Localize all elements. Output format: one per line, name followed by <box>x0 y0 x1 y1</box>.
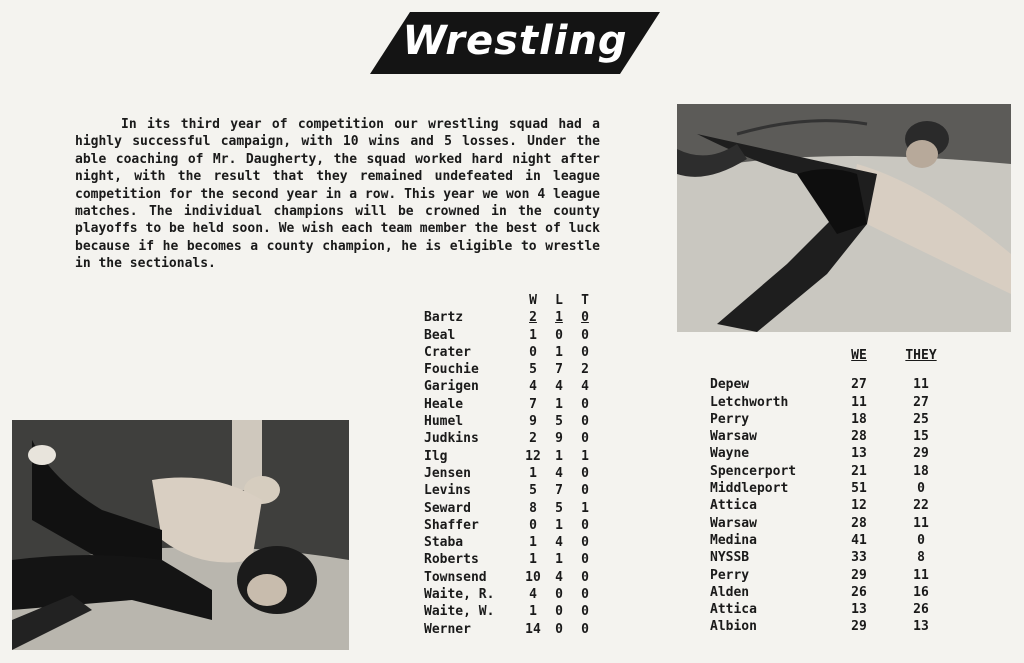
opponent: Wayne <box>710 446 750 462</box>
opponent: Warsaw <box>710 429 757 445</box>
roster-row <box>424 413 598 430</box>
roster-row <box>424 361 598 378</box>
wrestler-name: Heale <box>424 396 464 412</box>
roster-row <box>424 430 598 447</box>
our-score: 18 <box>851 411 867 427</box>
losses: 9 <box>555 431 563 447</box>
wins: 1 <box>529 604 537 620</box>
their-score: 13 <box>913 619 929 635</box>
wrestler-name: Crater <box>424 344 471 360</box>
our-score: 12 <box>851 498 867 514</box>
intro-paragraph: In its third year of competition our wrestling squad had a highly successful campaign, with 10 wins and 5 losses. Under the able coaching of Mr. Daugherty, the squad worked hard night after night, with the result that they remained undefeated in league competition for the second year in a row. This year we won 4 league matches. The individual champions will be crowned in the county playoffs to be held soon. We wish each team member the best of luck because if he becomes a county champion, he is eligible to wrestle in the sectionals. <box>75 117 600 272</box>
roster-row <box>424 344 598 361</box>
losses: 5 <box>555 500 563 516</box>
wrestler-name: Garigen <box>424 379 479 395</box>
ties: 0 <box>581 621 589 637</box>
ties: 4 <box>581 379 589 395</box>
wrestler-name: Waite, W. <box>424 604 495 620</box>
wrestling-photo-bottom <box>12 420 349 650</box>
roster-row <box>424 378 598 395</box>
roster-row <box>424 396 598 413</box>
wins: 1 <box>529 327 537 343</box>
opponent: Spencerport <box>710 463 797 479</box>
ties: 0 <box>581 465 589 481</box>
result-row <box>710 601 952 618</box>
their-score: 22 <box>913 498 929 514</box>
their-score: 11 <box>913 567 929 583</box>
wrestler-name: Roberts <box>424 552 479 568</box>
wins: 1 <box>529 552 537 568</box>
opponent: NYSSB <box>710 550 750 566</box>
result-row <box>710 411 952 428</box>
wrestler-name: Jensen <box>424 465 471 481</box>
ties: 0 <box>581 535 589 551</box>
opponent: Attica <box>710 602 757 618</box>
roster-header-w: W <box>529 293 537 308</box>
losses: 4 <box>555 379 563 395</box>
wrestler-name: Bartz <box>424 310 464 326</box>
losses: 0 <box>555 621 563 637</box>
wrestling-photo-top <box>677 104 1011 332</box>
roster-row <box>424 603 598 620</box>
results-header-they: THEY <box>905 348 937 363</box>
result-row <box>710 428 952 445</box>
title-banner <box>370 12 660 74</box>
losses: 7 <box>555 483 563 499</box>
losses: 1 <box>555 344 563 360</box>
our-score: 21 <box>851 463 867 479</box>
roster-row <box>424 482 598 499</box>
losses: 1 <box>555 552 563 568</box>
losses: 1 <box>555 448 563 464</box>
roster-row <box>424 586 598 603</box>
roster-table <box>424 292 598 638</box>
ties: 0 <box>581 344 589 360</box>
ties: 1 <box>581 500 589 516</box>
roster-header-name <box>424 292 520 309</box>
their-score: 25 <box>913 411 929 427</box>
wins: 12 <box>525 448 541 464</box>
result-row <box>710 394 952 411</box>
roster-row <box>424 309 598 326</box>
wins: 1 <box>529 465 537 481</box>
their-score: 0 <box>917 532 925 548</box>
our-score: 29 <box>851 567 867 583</box>
their-score: 0 <box>917 481 925 497</box>
our-score: 26 <box>851 584 867 600</box>
wrestler-name: Waite, R. <box>424 587 495 603</box>
wins: 8 <box>529 500 537 516</box>
wins: 1 <box>529 535 537 551</box>
ties: 0 <box>581 483 589 499</box>
result-row <box>710 480 952 497</box>
ties: 0 <box>581 587 589 603</box>
our-score: 29 <box>851 619 867 635</box>
our-score: 27 <box>851 377 867 393</box>
wins: 14 <box>525 621 541 637</box>
roster-header-l: L <box>555 293 563 308</box>
our-score: 33 <box>851 550 867 566</box>
opponent: Perry <box>710 567 750 583</box>
wrestler-name: Werner <box>424 621 471 637</box>
ties: 0 <box>581 396 589 412</box>
wins: 4 <box>529 587 537 603</box>
ties: 0 <box>581 414 589 430</box>
opponent: Depew <box>710 377 750 393</box>
result-row <box>710 497 952 514</box>
result-row <box>710 584 952 601</box>
result-row <box>710 515 952 532</box>
ties: 0 <box>581 552 589 568</box>
roster-header-row <box>424 292 598 309</box>
our-score: 13 <box>851 446 867 462</box>
results-table <box>710 347 952 636</box>
wrestler-name: Beal <box>424 327 456 343</box>
wins: 0 <box>529 344 537 360</box>
opponent: Attica <box>710 498 757 514</box>
ties: 0 <box>581 569 589 585</box>
our-score: 51 <box>851 481 867 497</box>
opponent: Alden <box>710 584 750 600</box>
losses: 7 <box>555 362 563 378</box>
losses: 1 <box>555 396 563 412</box>
losses: 1 <box>555 517 563 533</box>
result-row <box>710 532 952 549</box>
result-row <box>710 567 952 584</box>
losses: 1 <box>555 310 563 326</box>
their-score: 16 <box>913 584 929 600</box>
result-row <box>710 549 952 566</box>
roster-header-t: T <box>581 293 589 308</box>
losses: 0 <box>555 604 563 620</box>
wrestler-name: Shaffer <box>424 517 479 533</box>
ties: 0 <box>581 431 589 447</box>
wins: 2 <box>529 431 537 447</box>
wins: 2 <box>529 310 537 326</box>
result-row <box>710 618 952 635</box>
roster-row <box>424 621 598 638</box>
wins: 5 <box>529 483 537 499</box>
roster-row <box>424 534 598 551</box>
their-score: 29 <box>913 446 929 462</box>
result-row <box>710 376 952 393</box>
losses: 5 <box>555 414 563 430</box>
their-score: 8 <box>917 550 925 566</box>
wins: 10 <box>525 569 541 585</box>
ties: 1 <box>581 448 589 464</box>
their-score: 18 <box>913 463 929 479</box>
our-score: 28 <box>851 429 867 445</box>
wins: 4 <box>529 379 537 395</box>
our-score: 11 <box>851 394 867 410</box>
wins: 7 <box>529 396 537 412</box>
results-header-row <box>710 347 952 376</box>
wins: 5 <box>529 362 537 378</box>
their-score: 15 <box>913 429 929 445</box>
results-header-opponent <box>710 347 828 376</box>
losses: 0 <box>555 327 563 343</box>
opponent: Letchworth <box>710 394 789 410</box>
result-row <box>710 463 952 480</box>
page-title: Wrestling <box>402 18 628 64</box>
results-header-we: WE <box>851 348 867 363</box>
result-row <box>710 445 952 462</box>
wins: 0 <box>529 517 537 533</box>
our-score: 28 <box>851 515 867 531</box>
wrestler-name: Seward <box>424 500 471 516</box>
ties: 2 <box>581 362 589 378</box>
opponent: Medina <box>710 532 757 548</box>
ties: 0 <box>581 310 589 326</box>
ties: 0 <box>581 327 589 343</box>
wrestler-name: Judkins <box>424 431 479 447</box>
losses: 4 <box>555 535 563 551</box>
losses: 0 <box>555 587 563 603</box>
our-score: 13 <box>851 602 867 618</box>
ties: 0 <box>581 517 589 533</box>
roster-row <box>424 465 598 482</box>
opponent: Middleport <box>710 481 789 497</box>
roster-row <box>424 551 598 568</box>
opponent: Perry <box>710 411 750 427</box>
wrestler-name: Townsend <box>424 569 487 585</box>
roster-row <box>424 569 598 586</box>
losses: 4 <box>555 465 563 481</box>
opponent: Warsaw <box>710 515 757 531</box>
roster-row <box>424 327 598 344</box>
wins: 9 <box>529 414 537 430</box>
opponent: Albion <box>710 619 757 635</box>
their-score: 11 <box>913 377 929 393</box>
losses: 4 <box>555 569 563 585</box>
their-score: 26 <box>913 602 929 618</box>
wrestler-name: Ilg <box>424 448 448 464</box>
wrestler-name: Staba <box>424 535 464 551</box>
roster-row <box>424 517 598 534</box>
wrestler-name: Fouchie <box>424 362 479 378</box>
wrestler-name: Levins <box>424 483 471 499</box>
ties: 0 <box>581 604 589 620</box>
our-score: 41 <box>851 532 867 548</box>
roster-row <box>424 448 598 465</box>
roster-row <box>424 500 598 517</box>
wrestler-name: Humel <box>424 414 464 430</box>
their-score: 11 <box>913 515 929 531</box>
their-score: 27 <box>913 394 929 410</box>
